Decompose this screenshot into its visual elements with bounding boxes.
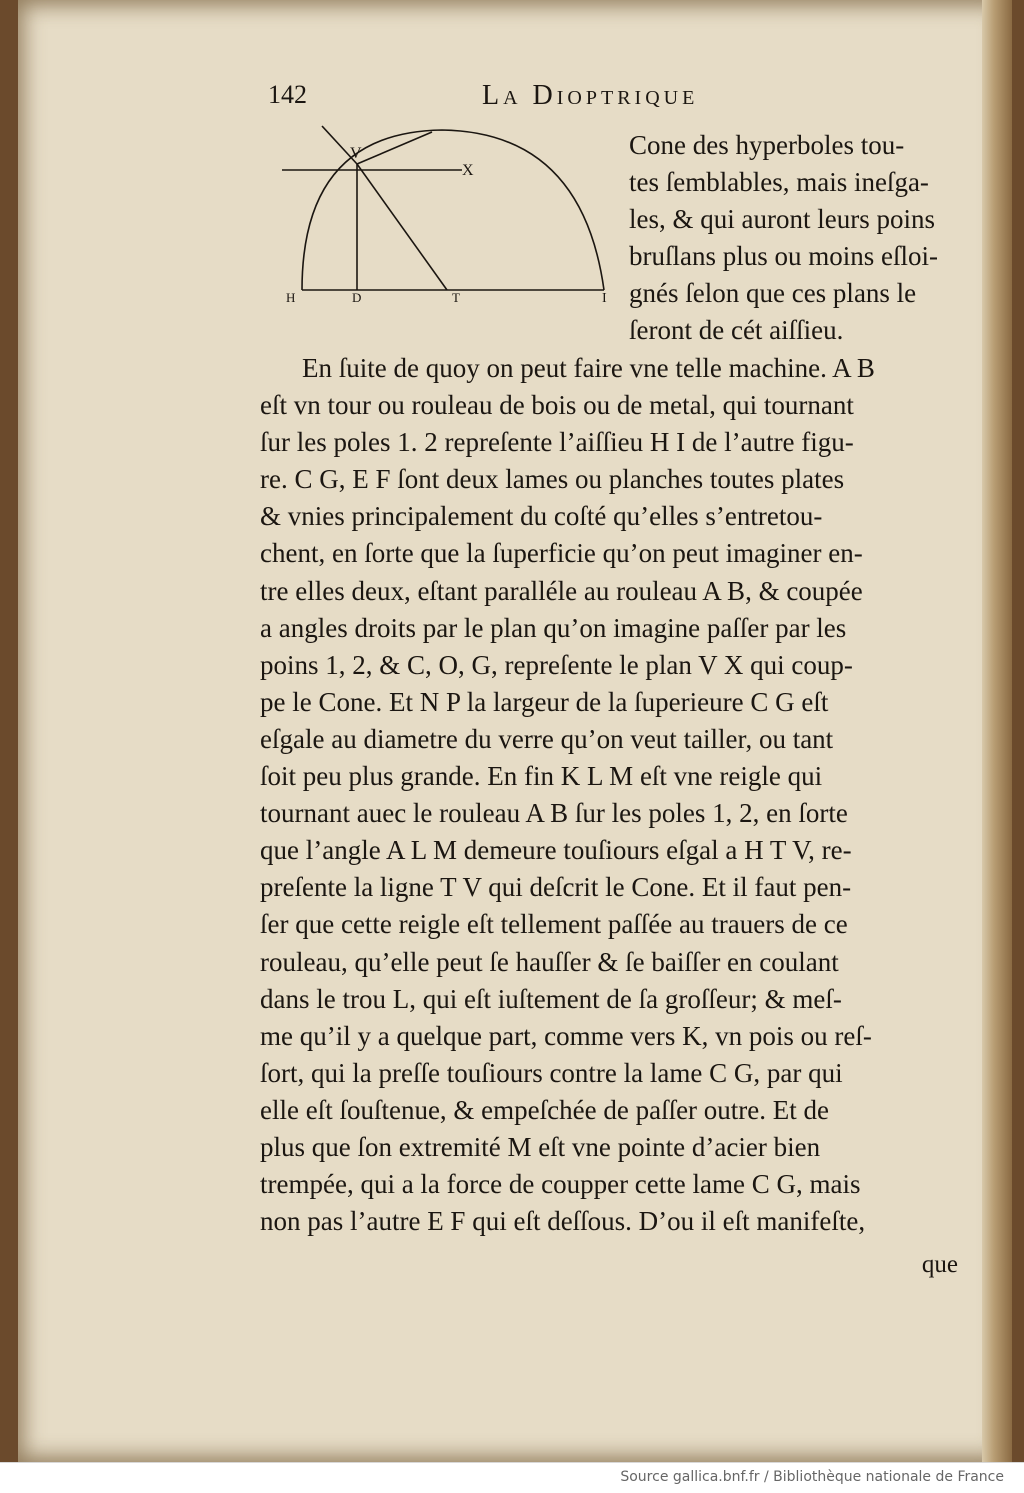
text-line: ſer que cette reigle eſt tellement paſſée au trauers de ce [260,909,848,940]
text-line: tournant auec le rouleau A B ſur les poles 1, 2, en ſorte [260,798,848,829]
text-line: chent, en ſorte que la ſuperficie qu’on peut imaginer en- [260,538,863,569]
text-line: tre elles deux, eſtant paralléle au rouleau A B, & coupée [260,575,863,606]
footer-bar [0,1462,1024,1493]
label-i: I [602,291,607,306]
text-line: ſort, qui la preſſe touſiours contre la lame C G, par qui [260,1057,843,1088]
text-line: ſoit peu plus grande. En fin K L M eſt vne reigle qui [260,761,823,792]
text-line: preſente la ligne T V qui deſcrit le Cone. Et il faut pen- [260,872,852,903]
text-line: me qu’il y a quelque part, comme vers K, vn pois ou reſ- [260,1020,872,1051]
text-line: bruſlans plus ou moins eſloi- [629,241,938,272]
cone-figure [282,112,622,312]
label-x: X [462,162,474,179]
source-credit: Source gallica.bnf.fr / Bibliothèque nationale de France [620,1469,1004,1485]
catchword: que [921,1251,958,1278]
text-line: Cone des hyperboles tou- [629,130,905,160]
text-line: les, & qui auront leurs poins [629,204,935,235]
text-line: trempée, qui a la force de coupper cette lame C G, mais [260,1169,861,1200]
text-line: elle eſt ſouſtenue, & empeſchée de paſſer outre. Et de [260,1094,830,1125]
page-number: 142 [268,80,307,109]
text-line: ſeront de cét aiſſieu. [629,315,844,346]
text-line: eſt vn tour ou rouleau de bois ou de metal, qui tournant [260,390,854,421]
text-line: poins 1, 2, & C, O, G, repreſente le plan V X qui coup- [260,649,853,680]
text-line: & vnies principalement du coſté qu’elles s’entretou- [260,501,823,532]
text-line: rouleau, qu’elle peut ſe hauſſer & ſe baiſſer en coulant [260,946,839,977]
label-v: V [350,145,362,162]
page-edge [982,0,1012,1462]
label-t: T [452,290,460,305]
side-paragraph [629,127,979,350]
text-line: En ſuite de quoy on peut faire vne telle machine. A B [302,353,875,383]
running-title: La Dioptrique [482,80,699,111]
line-tv [357,164,447,290]
label-d: D [352,290,362,305]
text-line: a angles droits par le plan qu’on imagine paſſer par les [260,612,847,643]
text-line: tes ſemblables, mais ineſga- [629,167,929,198]
text-line: pe le Cone. Et N P la largeur de la ſuperieure C G eſt [260,686,829,717]
text-line: gnés ſelon que ces plans le [629,278,917,309]
text-line: re. C G, E F ſont deux lames ou planches toutes plates [260,464,845,495]
label-h: H [286,290,296,305]
main-paragraph [260,350,965,1240]
text-line: dans le trou L, qui eſt iuſtement de ſa groſſeur; & meſ- [260,983,842,1014]
cone-diagram [282,112,622,312]
text-line: plus que ſon extremité M eſt vne pointe d’acier bien [260,1131,821,1162]
text-line: que l’angle A L M demeure touſiours eſgal a H T V, re- [260,835,852,866]
text-line: eſgale au diametre du verre qu’on veut tailler, ou tant [260,723,834,754]
text-line: ſur les poles 1. 2 repreſente l’aiſſieu H I de l’autre figu- [260,427,854,458]
text-line: non pas l’autre E F qui eſt deſſous. D’ou il eſt manifeſte, [260,1206,866,1237]
